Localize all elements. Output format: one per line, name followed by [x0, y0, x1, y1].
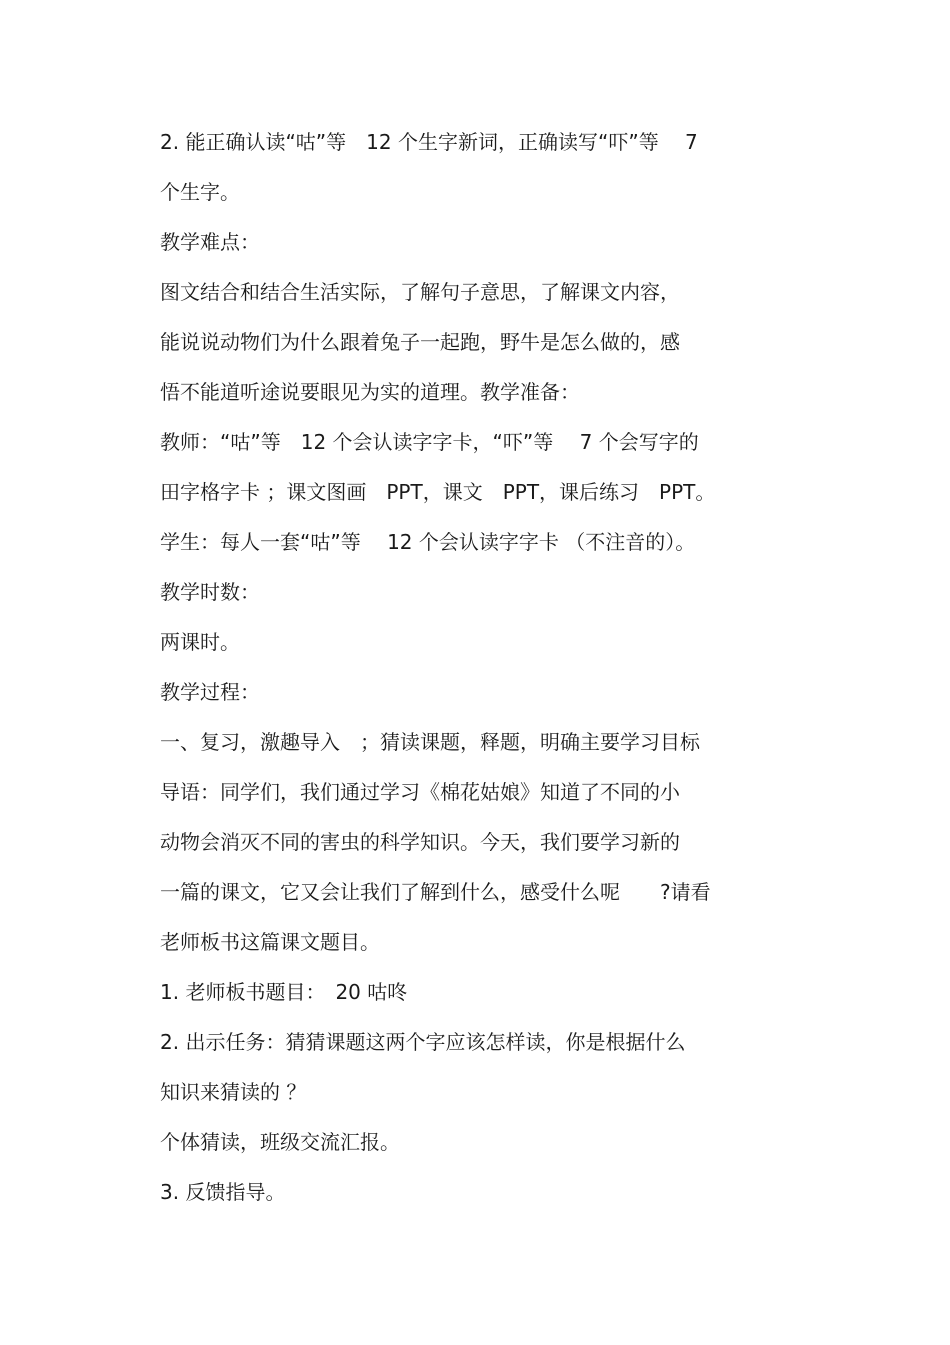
text-line: 悟不能道听途说要眼见为实的道理。教学准备：	[160, 380, 580, 404]
text-line: 动物会消灭不同的害虫的科学知识。今天，我们要学习新的	[160, 830, 680, 854]
text-line: 老师板书这篇课文题目。	[160, 930, 380, 954]
text-line: 1. 老师板书题目： 20 咕咚	[160, 980, 408, 1004]
text-line: 两课时。	[160, 630, 240, 654]
text-line: 个体猜读，班级交流汇报。	[160, 1130, 400, 1154]
section-heading: 教学难点：	[160, 230, 260, 254]
text-line: 田字格字卡 ；课文图画 PPT，课文 PPT，课后练习 PPT。	[160, 480, 716, 504]
text-line: 学生：每人一套“咕”等 12 个会认读字字卡 （不注音的）。	[160, 530, 696, 554]
section-heading: 教学过程：	[160, 680, 260, 704]
text-line: 教师：“咕”等 12 个会认读字字卡，“吓”等 7 个会写字的	[160, 430, 699, 454]
text-line: 能说说动物们为什么跟着兔子一起跑，野牛是怎么做的，感	[160, 330, 680, 354]
text-line: 一、复习，激趣导入 ；猜读课题，释题，明确主要学习目标	[160, 730, 700, 754]
text-line: 一篇的课文，它又会让我们了解到什么，感受什么呢 ?请看	[160, 880, 711, 904]
text-line: 2. 能正确认读“咕”等 12 个生字新词，正确读写“吓”等 7	[160, 130, 698, 154]
section-heading: 教学时数：	[160, 580, 260, 604]
text-line: 2. 出示任务：猜猜课题这两个字应该怎样读，你是根据什么	[160, 1030, 686, 1054]
text-line: 3. 反馈指导。	[160, 1180, 286, 1204]
document-body	[160, 117, 820, 1217]
text-line: 知识来猜读的 ？	[160, 1080, 307, 1104]
text-line: 图文结合和结合生活实际，了解句子意思，了解课文内容，	[160, 280, 680, 304]
text-line: 导语：同学们，我们通过学习《棉花姑娘》知道了不同的小	[160, 780, 680, 804]
text-line: 个生字。	[160, 180, 240, 204]
